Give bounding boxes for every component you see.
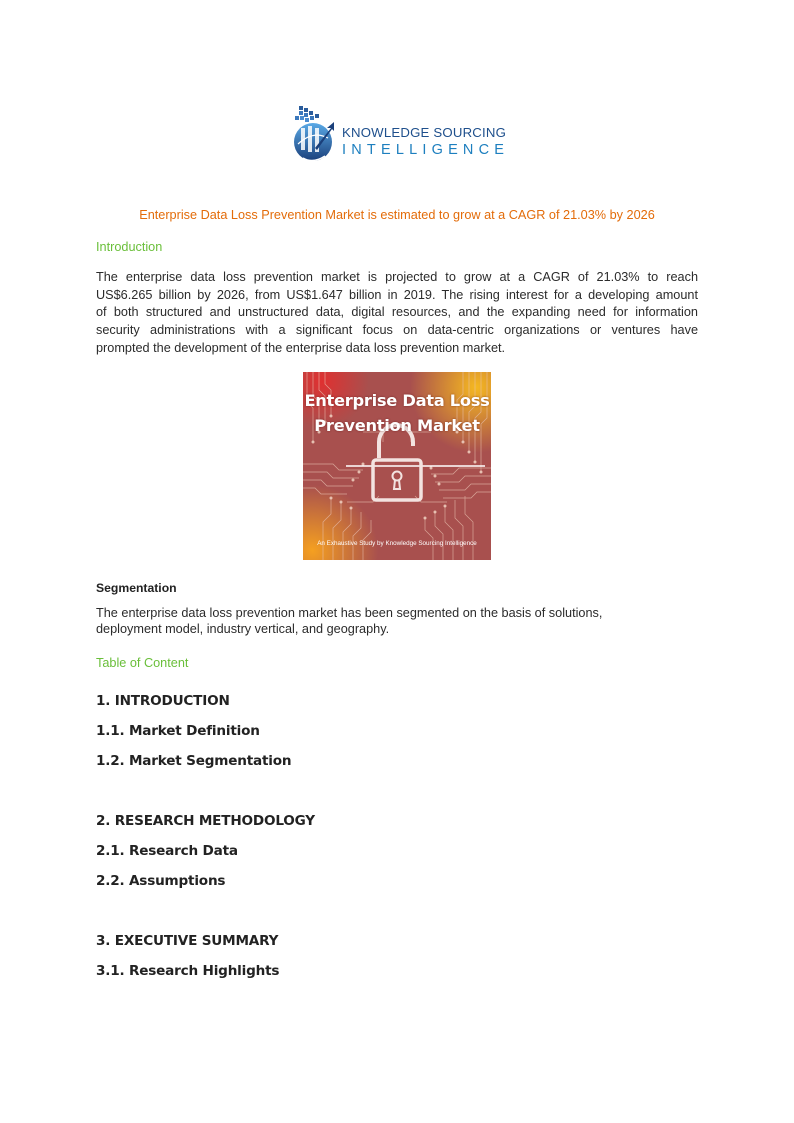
intro-line: The enterprise data loss prevention market is projected to grow at a CAGR of 21.03% to reach xyxy=(96,270,698,284)
toc-item: 2.1. Research Data xyxy=(96,843,238,859)
company-logo xyxy=(291,104,510,166)
logo-emblem-icon xyxy=(291,104,341,166)
market-cover-image xyxy=(303,372,491,560)
logo-line-2: INTELLIGENCE xyxy=(342,142,510,158)
segmentation-line: deployment model, industry vertical, and geography. xyxy=(96,621,390,636)
toc-item: 1. INTRODUCTION xyxy=(96,693,230,709)
segmentation-line: The enterprise data loss prevention market has been segmented on the basis of solutions, xyxy=(96,606,603,620)
toc-item: 1.2. Market Segmentation xyxy=(96,753,292,769)
toc-item: 3.1. Research Highlights xyxy=(96,963,280,979)
table-of-content-heading: Table of Content xyxy=(96,656,189,670)
intro-line: US$6.265 billion by 2026, from US$1.647 billion in 2019. The rising interest for a developing amount xyxy=(96,287,698,302)
figure-caption: An Exhaustive Study by Knowledge Sourcing Intelligence xyxy=(317,540,477,547)
figure-title-line-2: Prevention Market xyxy=(314,416,480,435)
segmentation-heading: Segmentation xyxy=(96,581,177,595)
figure-title-line-1: Enterprise Data Loss xyxy=(304,391,490,410)
logo-line-1: KNOWLEDGE SOURCING xyxy=(342,125,507,140)
document-title: Enterprise Data Loss Prevention Market is estimated to grow at a CAGR of 21.03% by 2026 xyxy=(139,208,655,222)
intro-line: of both structured and unstructured data, digital resources, and the expanding need for information xyxy=(96,305,698,320)
toc-item: 2.2. Assumptions xyxy=(96,873,226,889)
introduction-paragraph xyxy=(96,269,698,358)
introduction-heading: Introduction xyxy=(96,240,163,254)
segmentation-paragraph xyxy=(96,606,716,637)
intro-line: prompted the development of the enterprise data loss prevention market. xyxy=(96,340,506,355)
toc-item: 1.1. Market Definition xyxy=(96,723,260,739)
toc-item: 2. RESEARCH METHODOLOGY xyxy=(96,813,315,829)
toc-item: 3. EXECUTIVE SUMMARY xyxy=(96,933,279,949)
intro-line: security administrations with a significant focus on data-centric organizations or ventures have xyxy=(96,323,698,338)
